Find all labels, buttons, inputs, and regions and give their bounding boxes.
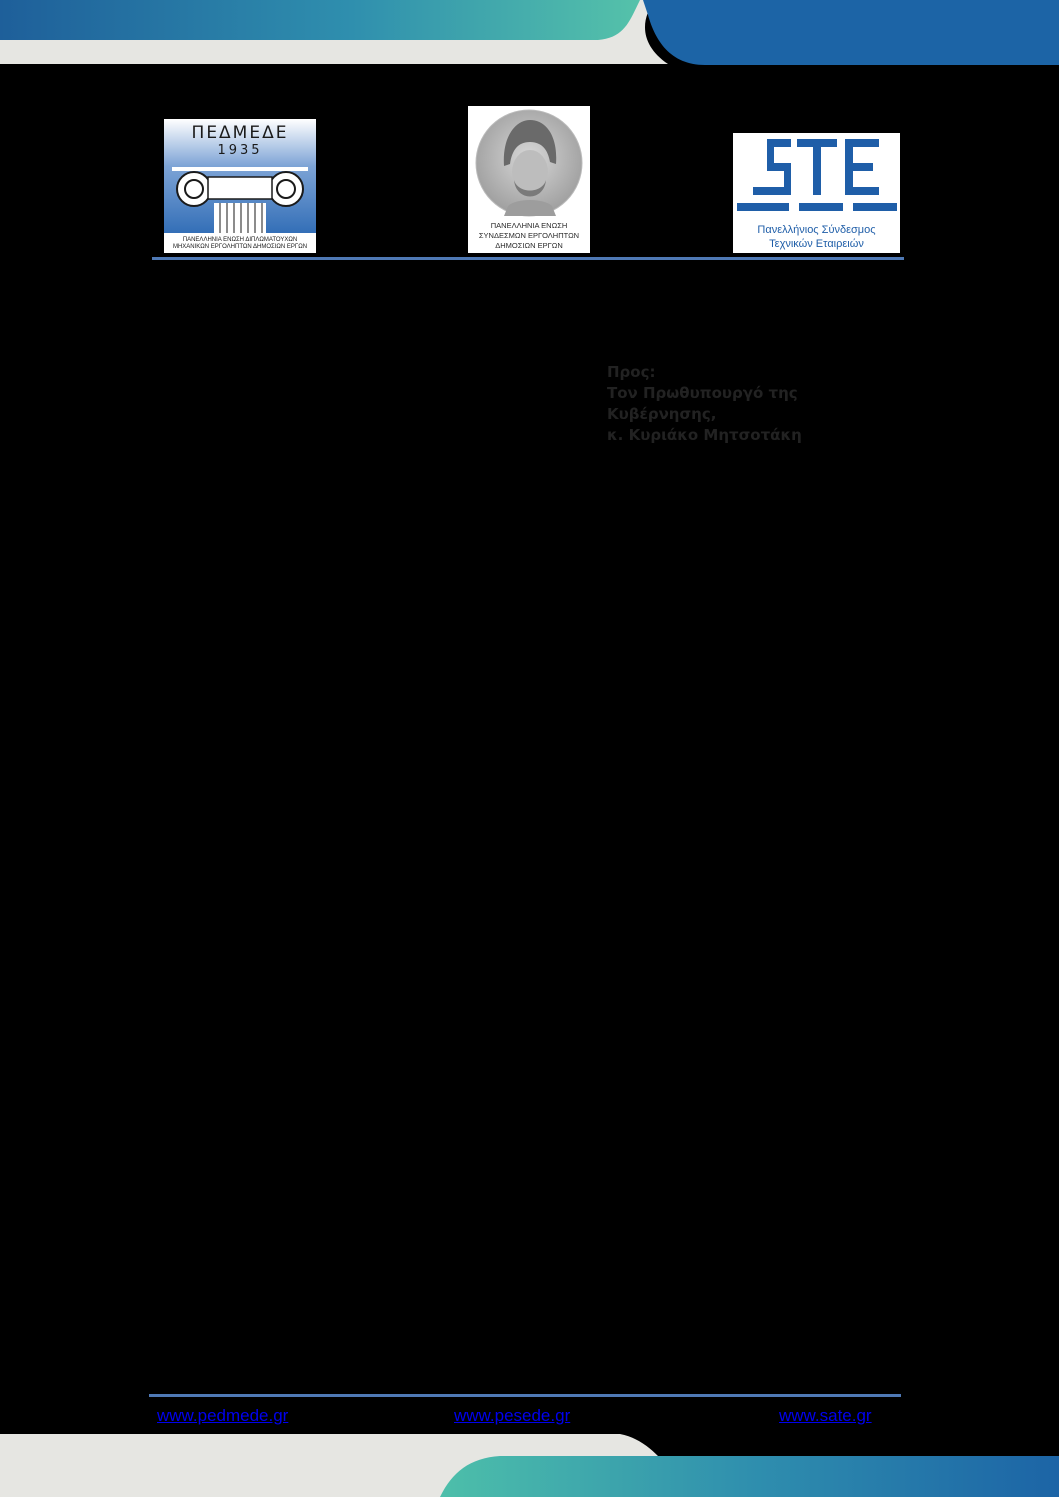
header-band [0,0,1059,70]
pesede-caption: ΠΑΝΕΛΛΗΝΙΑ ΕΝΩΣΗ ΣΥΝΔΕΣΜΩΝ ΕΡΓΟΛΗΠΤΩΝ ΔΗΜΟΣΙΩΝ ΕΡΓΩΝ [478,221,580,250]
pesede-logo [468,106,590,253]
pedmede-title: ΠΕΔΜΕΔΕ [191,123,289,143]
recipient-line: Προς: [607,363,656,381]
pedmede-link[interactable]: www.pedmede.gr [157,1406,289,1425]
pedmede-logo [164,119,316,253]
recipient-line: κ. Κυριάκο Μητσοτάκη [607,426,802,444]
footer-band [0,1428,1059,1497]
header-divider [152,257,904,260]
sate-logo [733,133,900,253]
footer-divider [149,1394,901,1397]
sate-link[interactable]: www.sate.gr [779,1406,872,1425]
recipient-line: Τον Πρωθυπουργό της [607,384,798,402]
pedmede-caption: ΠΑΝΕΛΛΗΝΙΑ ΕΝΩΣΗ ΔΙΠΛΩΜΑΤΟΥΧΩΝ ΜΗΧΑΝΙΚΩΝ ΕΡΓΟΛΗΠΤΩΝ ΔΗΜΟΣΙΩΝ ΕΡΓΩΝ [172,237,308,250]
pesede-link[interactable]: www.pesede.gr [454,1406,571,1425]
recipient-block [607,362,867,446]
sate-caption: Πανελλήνιος Σύνδεσμος Τεχνικών Εταιρειών [757,224,876,250]
pedmede-year: 1935 [217,143,263,158]
recipient-line: Κυβέρνησης, [607,405,717,423]
